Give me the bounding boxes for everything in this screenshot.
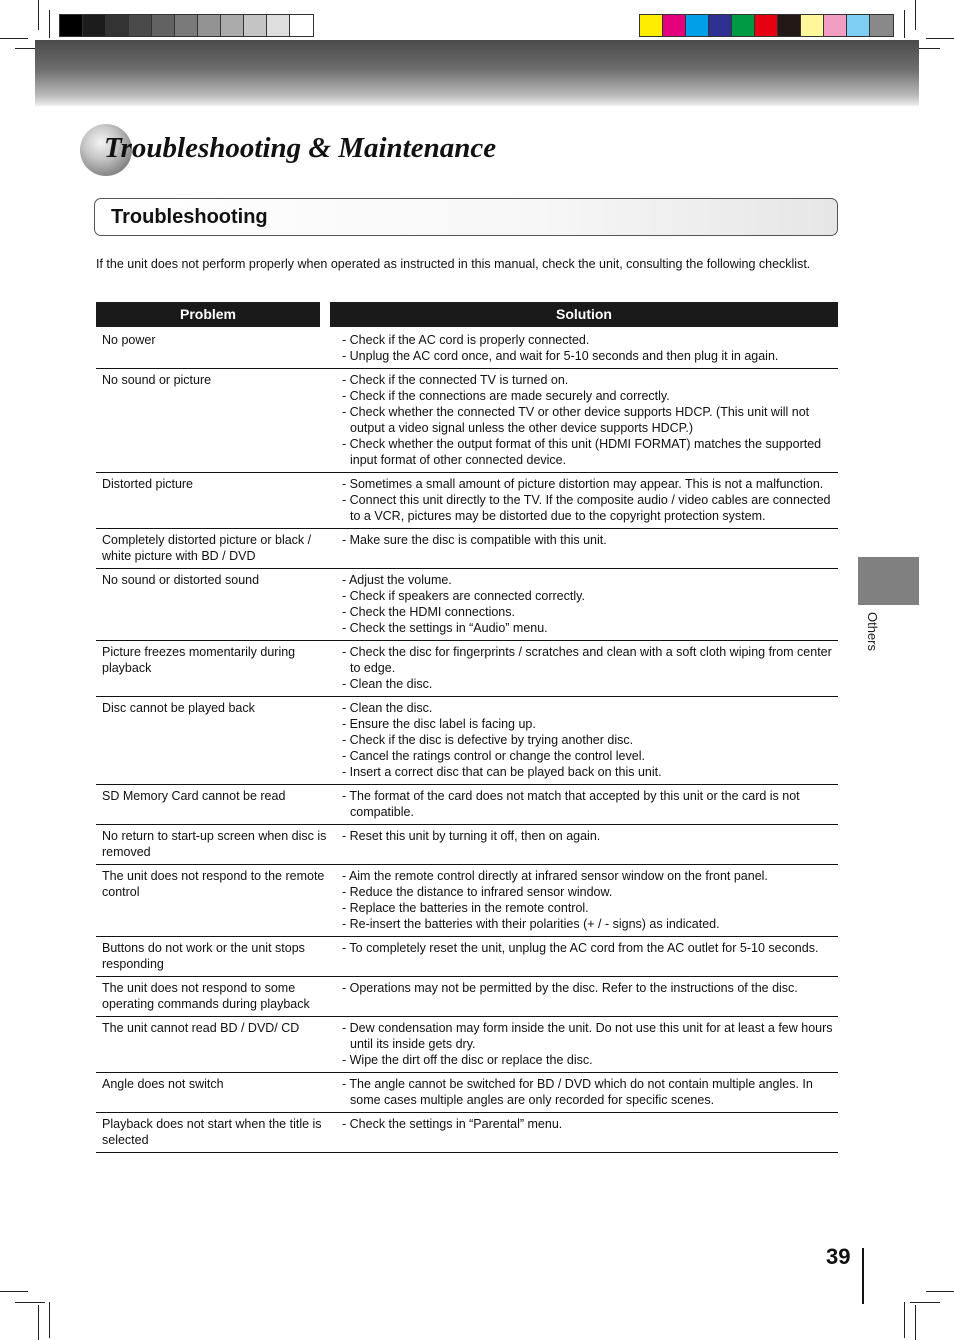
solution-cell [336, 1076, 838, 1108]
color-swatch [290, 15, 313, 36]
table-row [96, 977, 838, 1017]
table-row [96, 329, 838, 369]
color-swatch [129, 15, 152, 36]
solution-line: - Sometimes a small amount of picture distortion may appear. This is not a malfunction. [342, 477, 824, 491]
solution-line: - Make sure the disc is compatible with this unit. [342, 533, 607, 547]
color-swatch [801, 15, 824, 36]
solution-line: - Adjust the volume. [342, 573, 452, 587]
color-swatch [244, 15, 267, 36]
problem-column-header: Problem [96, 302, 320, 327]
table-row [96, 697, 838, 785]
crop-mark [0, 38, 28, 39]
table-row [96, 641, 838, 697]
solution-cell [336, 372, 838, 468]
solution-line: - To completely reset the unit, unplug the AC cord from the AC outlet for 5-10 seconds. [342, 941, 819, 955]
problem-cell: The unit cannot read BD / DVD/ CD [102, 1021, 300, 1035]
table-row [96, 937, 838, 977]
crop-mark [904, 1302, 905, 1338]
solution-cell [336, 572, 838, 636]
color-swatch [83, 15, 106, 36]
color-swatch [870, 15, 893, 36]
solution-cell [336, 700, 838, 780]
solution-line: - Check if speakers are connected correctly. [342, 589, 585, 603]
color-swatch [267, 15, 290, 36]
table-row [96, 825, 838, 865]
solution-cell [336, 828, 838, 860]
crop-mark [926, 38, 954, 39]
crop-mark [910, 1302, 940, 1303]
page-number-rule [862, 1248, 864, 1304]
color-swatch [686, 15, 709, 36]
solution-line: - Check the settings in “Audio” menu. [342, 621, 548, 635]
solution-line: - Clean the disc. [342, 701, 433, 715]
solution-cell [336, 1116, 838, 1148]
table-row [96, 1017, 838, 1073]
color-calibration-bar [639, 14, 894, 37]
solution-line: - Reset this unit by turning it off, then on again. [342, 829, 601, 843]
table-row [96, 785, 838, 825]
table-row [96, 865, 838, 937]
section-heading: Troubleshooting [111, 206, 268, 228]
table-row [96, 569, 838, 641]
section-tab-marker [858, 557, 919, 605]
crop-mark [915, 1305, 916, 1340]
table-row [96, 529, 838, 569]
solution-line: - Check the settings in “Parental” menu. [342, 1117, 563, 1131]
solution-line: - Aim the remote control directly at infrared sensor window on the front panel. [342, 869, 768, 883]
solution-line: - Check if the connections are made securely and correctly. [342, 389, 670, 403]
solution-line: - Check the disc for fingerprints / scratches and clean with a soft cloth wiping from center to edge. [342, 645, 832, 675]
problem-cell: No power [102, 333, 156, 347]
crop-mark [915, 0, 916, 30]
grayscale-calibration-bar [59, 14, 314, 37]
crop-mark [38, 1305, 39, 1340]
crop-mark [0, 1291, 28, 1292]
section-tab-label: Others [865, 612, 880, 652]
color-swatch [60, 15, 83, 36]
crop-mark [926, 1291, 954, 1292]
color-swatch [732, 15, 755, 36]
page-number: 39 [826, 1244, 851, 1269]
problem-cell: Picture freezes momentarily during playback [102, 645, 296, 675]
problem-cell: The unit does not respond to some operating commands during playback [102, 981, 310, 1011]
crop-mark [49, 10, 50, 38]
solution-line: - Check whether the output format of this unit (HDMI FORMAT) matches the supported input format of other connected device. [342, 437, 822, 467]
problem-cell: No return to start-up screen when disc is removed [102, 829, 327, 859]
intro-paragraph: If the unit does not perform properly when operated as instructed in this manual, check the unit, consulting the following checklist. [96, 257, 811, 271]
crop-mark [15, 1302, 45, 1303]
solution-cell [336, 644, 838, 692]
troubleshooting-table [96, 329, 838, 1153]
crop-mark [49, 1302, 50, 1338]
color-swatch [221, 15, 244, 36]
header-band [35, 40, 919, 106]
color-swatch [824, 15, 847, 36]
solution-line: - Reduce the distance to infrared sensor window. [342, 885, 613, 899]
solution-cell [336, 940, 838, 972]
crop-mark [38, 0, 39, 30]
solution-line: - Unplug the AC cord once, and wait for 5-10 seconds and then plug it in again. [342, 349, 779, 363]
page-title: Troubleshooting & Maintenance [104, 132, 497, 164]
solution-line: - Clean the disc. [342, 677, 433, 691]
solution-cell [336, 868, 838, 932]
problem-cell: Playback does not start when the title is selected [102, 1117, 322, 1147]
problem-cell: No sound or picture [102, 373, 212, 387]
solution-line: - Operations may not be permitted by the disc. Refer to the instructions of the disc. [342, 981, 798, 995]
color-swatch [663, 15, 686, 36]
solution-line: - Check if the connected TV is turned on. [342, 373, 569, 387]
problem-cell: Distorted picture [102, 477, 194, 491]
solution-column-header: Solution [330, 302, 838, 327]
color-swatch [778, 15, 801, 36]
table-row [96, 473, 838, 529]
problem-cell: SD Memory Card cannot be read [102, 789, 286, 803]
problem-cell: Completely distorted picture or black / white picture with BD / DVD [102, 533, 312, 563]
color-swatch [640, 15, 663, 36]
color-swatch [709, 15, 732, 36]
solution-line: - The format of the card does not match that accepted by this unit or the card is not compatible. [342, 789, 800, 819]
color-swatch [755, 15, 778, 36]
table-row [96, 1073, 838, 1113]
solution-line: - Re-insert the batteries with their polarities (+ / - signs) as indicated. [342, 917, 720, 931]
solution-cell [336, 1020, 838, 1068]
solution-line: - Replace the batteries in the remote control. [342, 901, 589, 915]
solution-line: - Wipe the dirt off the disc or replace the disc. [342, 1053, 593, 1067]
color-swatch [106, 15, 129, 36]
problem-cell: Buttons do not work or the unit stops responding [102, 941, 305, 971]
solution-cell [336, 532, 838, 564]
problem-cell: No sound or distorted sound [102, 573, 260, 587]
crop-mark [904, 10, 905, 38]
solution-line: - Dew condensation may form inside the unit. Do not use this unit for at least a few hours until its inside gets dry. [342, 1021, 833, 1051]
table-row [96, 1113, 838, 1153]
solution-cell [336, 788, 838, 820]
solution-line: - Insert a correct disc that can be played back on this unit. [342, 765, 662, 779]
solution-line: - Ensure the disc label is facing up. [342, 717, 536, 731]
solution-line: - Check if the AC cord is properly connected. [342, 333, 590, 347]
solution-cell [336, 980, 838, 1012]
problem-cell: Angle does not switch [102, 1077, 224, 1091]
problem-cell: Disc cannot be played back [102, 701, 255, 715]
section-heading-box [94, 198, 838, 236]
solution-line: - Cancel the ratings control or change the control level. [342, 749, 645, 763]
solution-cell [336, 332, 838, 364]
color-swatch [198, 15, 221, 36]
color-swatch [175, 15, 198, 36]
solution-line: - Check if the disc is defective by trying another disc. [342, 733, 634, 747]
solution-line: - The angle cannot be switched for BD / DVD which do not contain multiple angles. In some cases multiple angles are only recorded for specific scenes. [342, 1077, 813, 1107]
problem-cell: The unit does not respond to the remote control [102, 869, 325, 899]
solution-line: - Connect this unit directly to the TV. If the composite audio / video cables are connected to a VCR, pictures may be distorted due to the copyright protection system. [342, 493, 831, 523]
solution-line: - Check the HDMI connections. [342, 605, 515, 619]
solution-line: - Check whether the connected TV or other device supports HDCP. (This unit will not output a video signal unless the other device supports HDCP.) [342, 405, 810, 435]
color-swatch [152, 15, 175, 36]
color-swatch [847, 15, 870, 36]
solution-cell [336, 476, 838, 524]
table-row [96, 369, 838, 473]
